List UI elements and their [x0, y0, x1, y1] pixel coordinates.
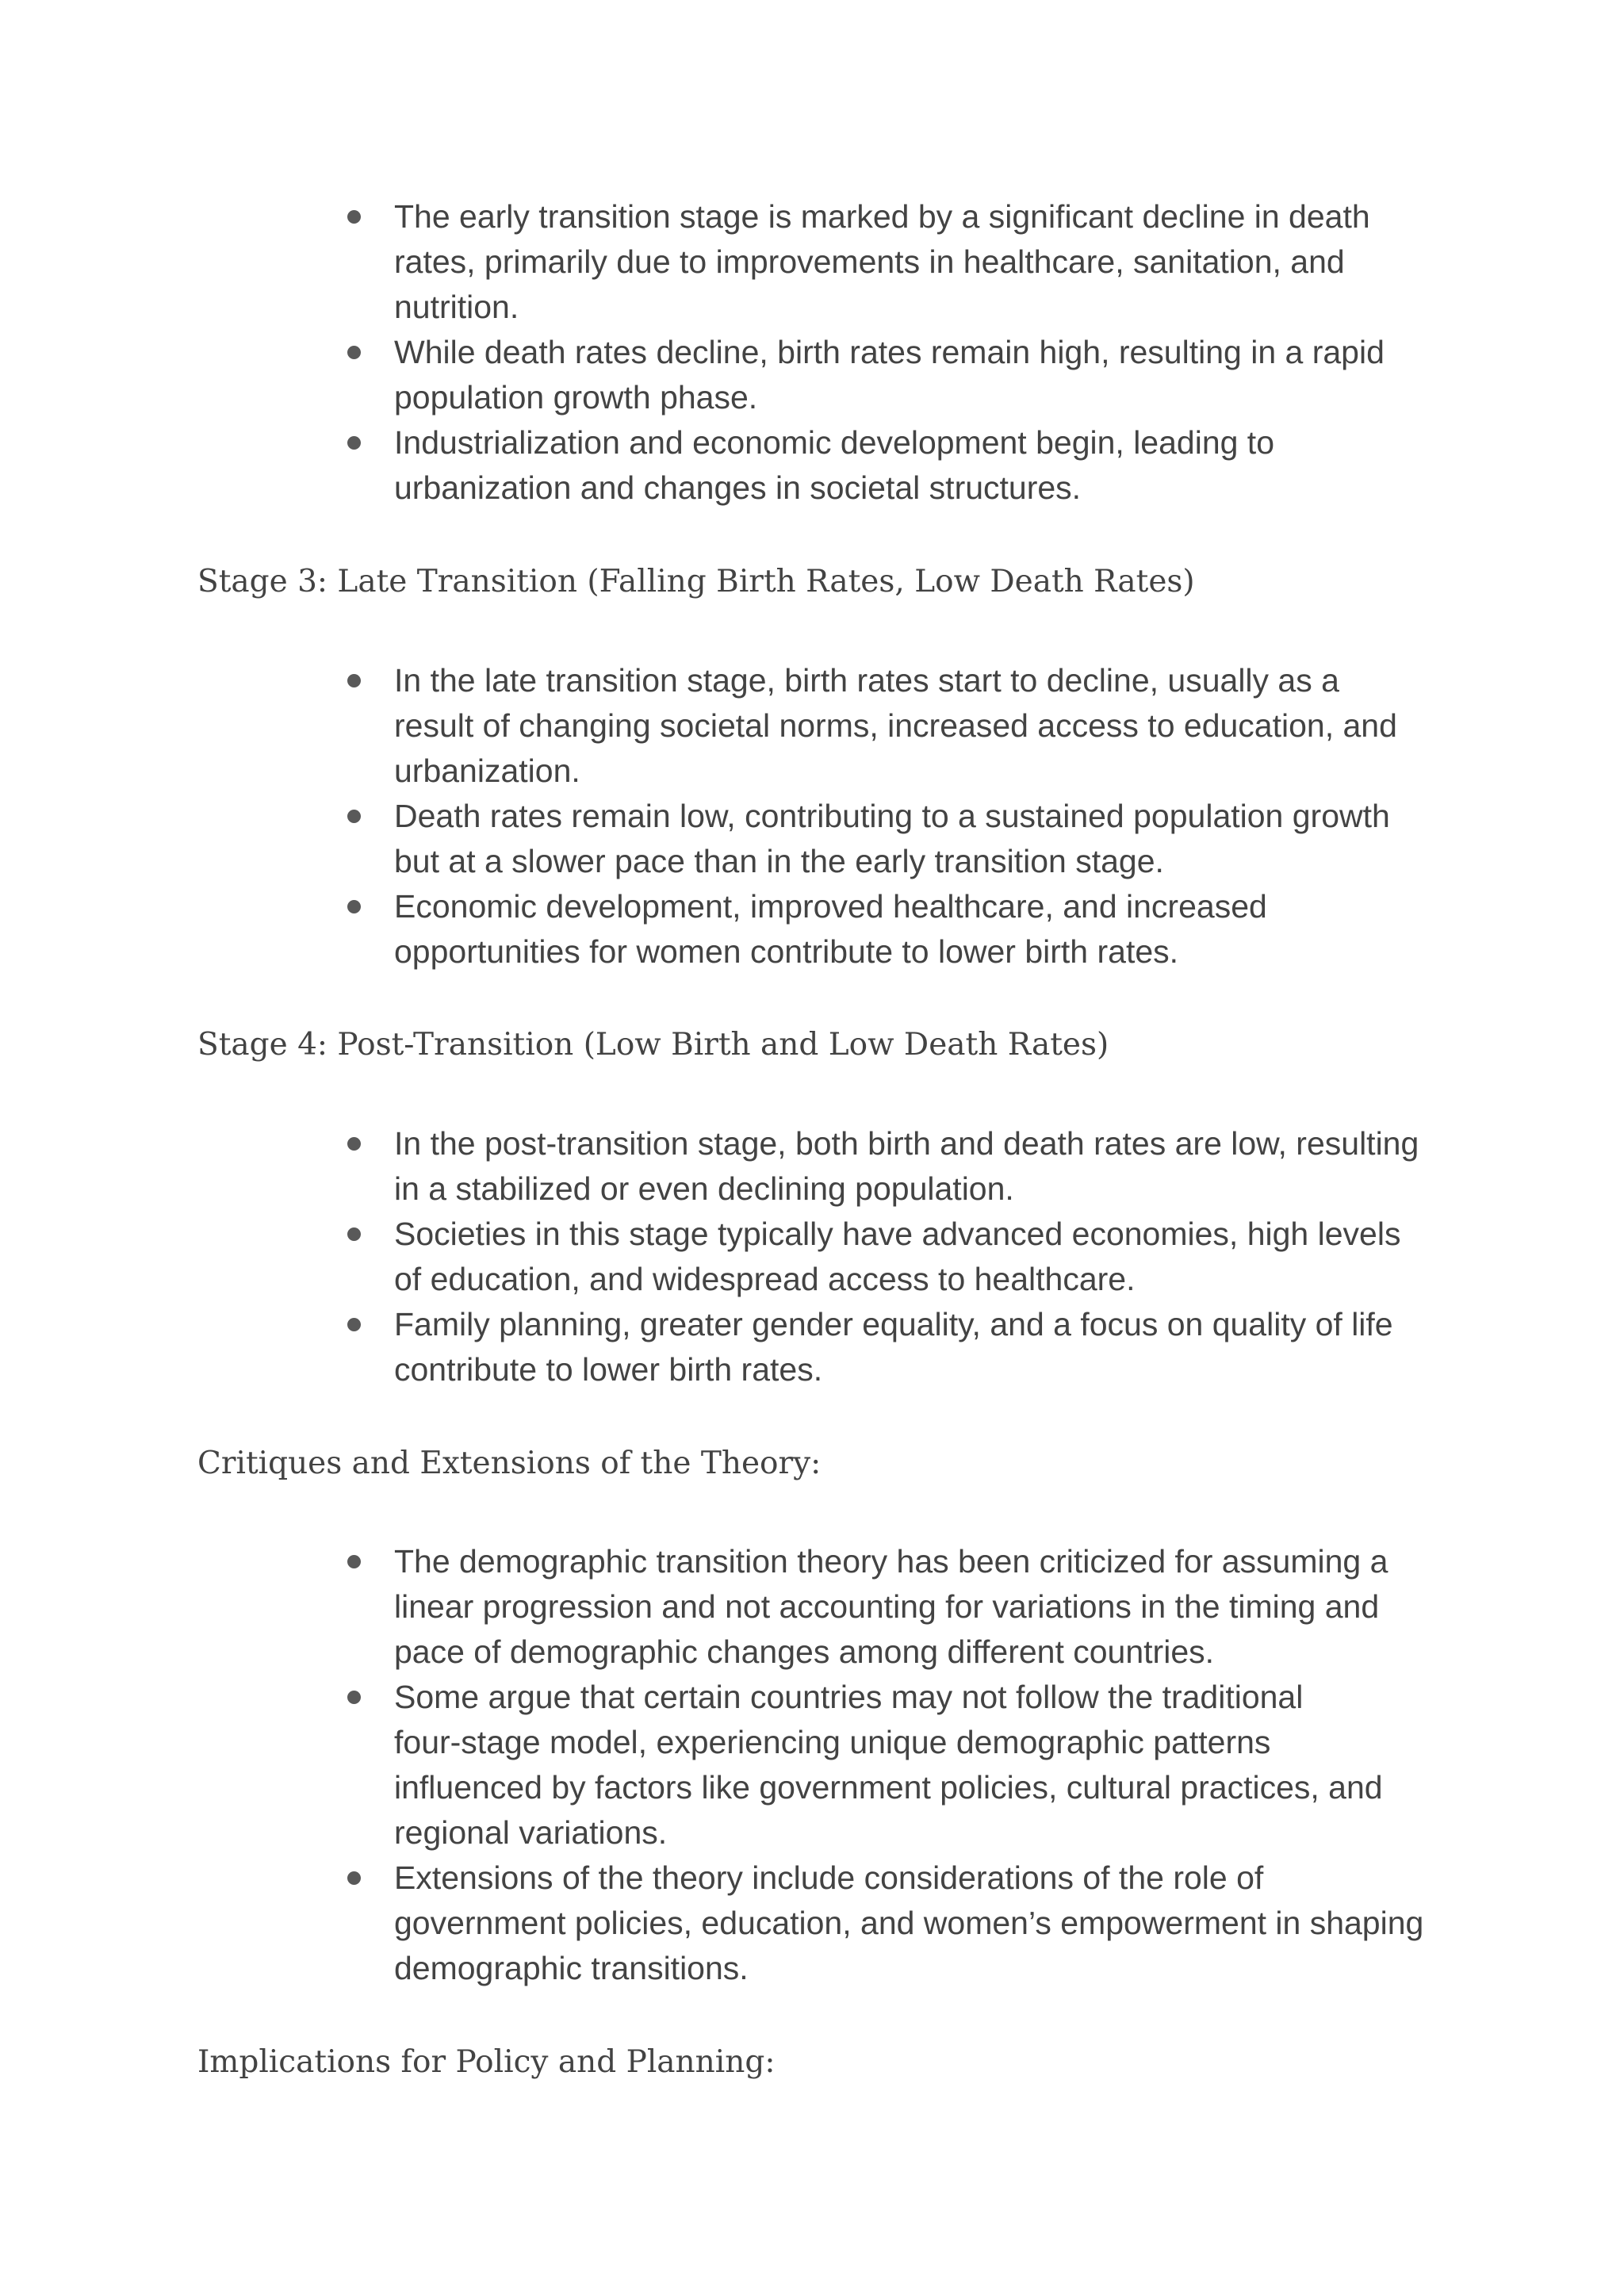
- bullet-text: The demographic transition theory has been criticized for assuming a linear progression and not accounting for variations in the timing and pace of demographic changes among different countries.: [394, 1543, 1388, 1670]
- section-heading: Implications for Policy and Planning:: [197, 2044, 776, 2080]
- bullet-text: Extensions of the theory include considerations of the role of government policies, education, and women’s empowerment in shaping demographic transitions.: [394, 1859, 1424, 1986]
- bullet-text: Industrialization and economic development begin, leading to urbanization and changes in societal structures.: [394, 424, 1275, 506]
- section-heading: Stage 4: Post-Transition (Low Birth and Low Death Rates): [197, 1027, 1109, 1063]
- bullet-text: While death rates decline, birth rates remain high, resulting in a rapid population growth phase.: [394, 334, 1385, 416]
- bullet-icon: [347, 1137, 361, 1151]
- bullet-icon: [347, 1691, 361, 1704]
- section-heading: Critiques and Extensions of the Theory:: [197, 1446, 822, 1481]
- bullet-icon: [347, 674, 361, 687]
- bullet-text: Some argue that certain countries may not follow the traditional four-stage model, experiencing unique demographic patterns influenced by factors like government policies, cultural practices, and regional variations.: [394, 1679, 1383, 1851]
- bullet-text: Societies in this stage typically have advanced economies, high levels of education, and widespread access to healthcare.: [394, 1216, 1401, 1297]
- bullet-icon: [347, 1555, 361, 1568]
- section-heading: Stage 3: Late Transition (Falling Birth Rates, Low Death Rates): [197, 564, 1195, 599]
- bullet-icon: [347, 1227, 361, 1241]
- bullet-text: Family planning, greater gender equality, and a focus on quality of life contribute to lower birth rates.: [394, 1306, 1393, 1388]
- bullet-icon: [347, 900, 361, 913]
- bullet-icon: [347, 436, 361, 450]
- bullet-text: In the post-transition stage, both birth and death rates are low, resulting in a stabilized or even declining population.: [394, 1125, 1419, 1207]
- bullet-icon: [347, 346, 361, 359]
- bullet-text: Economic development, improved healthcare, and increased opportunities for women contribute to lower birth rates.: [394, 888, 1267, 970]
- bullet-icon: [347, 810, 361, 823]
- bullet-text: Death rates remain low, contributing to a sustained population growth but at a slower pace than in the early transition stage.: [394, 798, 1390, 879]
- bullet-text: The early transition stage is marked by a significant decline in death rates, primarily due to improvements in healthcare, sanitation, and nutrition.: [394, 198, 1370, 325]
- bullet-icon: [347, 1318, 361, 1331]
- bullet-icon: [347, 1871, 361, 1885]
- bullet-text: In the late transition stage, birth rates start to decline, usually as a result of changing societal norms, increased access to education, and urbanization.: [394, 662, 1397, 789]
- bullet-icon: [347, 210, 361, 224]
